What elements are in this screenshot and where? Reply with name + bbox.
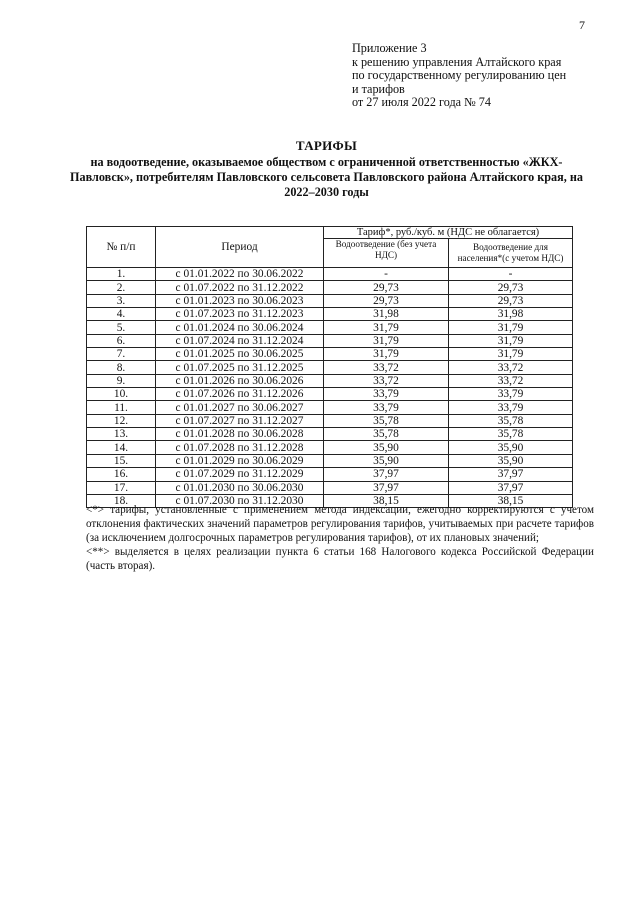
footnotes	[86, 503, 594, 573]
footnote-2: <**> выделяется в целях реализации пункта 6 статьи 168 Налогового кодекса Российской Федерации (часть вторая).	[86, 546, 594, 572]
cell-tariff-population: 35,78	[449, 414, 573, 427]
appendix-header	[352, 42, 566, 110]
cell-num: 16.	[87, 468, 156, 481]
cell-tariff-no-vat: -	[324, 268, 449, 281]
table-row	[87, 414, 573, 427]
cell-tariff-population: 33,79	[449, 388, 573, 401]
table-row	[87, 348, 573, 361]
cell-tariff-population: 35,90	[449, 454, 573, 467]
cell-period: с 01.01.2029 по 30.06.2029	[156, 454, 324, 467]
table-row	[87, 268, 573, 281]
cell-tariff-no-vat: 38,15	[324, 494, 449, 507]
cell-tariff-no-vat: 35,78	[324, 414, 449, 427]
cell-period: с 01.07.2023 по 31.12.2023	[156, 308, 324, 321]
header-num: № п/п	[87, 227, 156, 268]
cell-period: с 01.01.2022 по 30.06.2022	[156, 268, 324, 281]
cell-tariff-no-vat: 31,79	[324, 348, 449, 361]
cell-period: с 01.01.2024 по 30.06.2024	[156, 321, 324, 334]
table-row	[87, 441, 573, 454]
cell-tariff-population: 31,79	[449, 321, 573, 334]
cell-period: с 01.07.2024 по 31.12.2024	[156, 334, 324, 347]
footnote-1: <*> тарифы, установленные с применением метода индексации, ежегодно корректируются с учетом отклонения фактических значений параметров регулирования тарифов, учитываемых при расчете тарифов (за исключением долгосрочных параметров регулирования тарифов), от их плановых значений;	[86, 504, 594, 544]
cell-num: 12.	[87, 414, 156, 427]
cell-num: 4.	[87, 308, 156, 321]
cell-tariff-population: 38,15	[449, 494, 573, 507]
table-row	[87, 374, 573, 387]
cell-tariff-population: 29,73	[449, 294, 573, 307]
appendix-line: и тарифов	[352, 81, 405, 96]
cell-period: с 01.07.2028 по 31.12.2028	[156, 441, 324, 454]
cell-num: 6.	[87, 334, 156, 347]
appendix-line: Приложение 3	[352, 41, 427, 55]
cell-tariff-no-vat: 31,79	[324, 321, 449, 334]
cell-tariff-no-vat: 33,72	[324, 361, 449, 374]
cell-period: с 01.07.2026 по 31.12.2026	[156, 388, 324, 401]
table-row	[87, 334, 573, 347]
cell-num: 7.	[87, 348, 156, 361]
cell-tariff-population: 33,79	[449, 401, 573, 414]
header-col-population: Водоотведение для населения*(с учетом НДС)	[449, 239, 573, 268]
appendix-line: от 27 июля 2022 года № 74	[352, 95, 491, 110]
title-main: ТАРИФЫ	[295, 138, 358, 153]
cell-tariff-population: 31,79	[449, 348, 573, 361]
cell-tariff-population: -	[449, 268, 573, 281]
cell-num: 14.	[87, 441, 156, 454]
cell-tariff-no-vat: 31,98	[324, 308, 449, 321]
page-number: 7	[579, 18, 585, 32]
cell-tariff-population: 35,78	[449, 428, 573, 441]
table-row	[87, 454, 573, 467]
cell-period: с 01.01.2030 по 30.06.2030	[156, 481, 324, 494]
cell-num: 8.	[87, 361, 156, 374]
cell-num: 2.	[87, 281, 156, 294]
cell-num: 10.	[87, 388, 156, 401]
header-period: Период	[156, 227, 324, 268]
cell-num: 13.	[87, 428, 156, 441]
cell-tariff-population: 29,73	[449, 281, 573, 294]
table-row	[87, 361, 573, 374]
cell-period: с 01.07.2029 по 31.12.2029	[156, 468, 324, 481]
appendix-line: по государственному регулированию цен	[352, 68, 567, 83]
cell-period: с 01.01.2028 по 30.06.2028	[156, 428, 324, 441]
table-row	[87, 428, 573, 441]
table-row	[87, 321, 573, 334]
cell-period: с 01.01.2026 по 30.06.2026	[156, 374, 324, 387]
appendix-line: к решению управления Алтайского края	[352, 54, 562, 69]
cell-tariff-no-vat: 33,72	[324, 374, 449, 387]
cell-tariff-no-vat: 29,73	[324, 294, 449, 307]
cell-tariff-population: 37,97	[449, 468, 573, 481]
title-subtitle: на водоотведение, оказываемое обществом с ограниченной ответственностью «ЖКХ-Павловск», потребителям Павловского сельсовета Павловского района Алтайского края, на 2022–2030 годы	[70, 155, 583, 199]
cell-tariff-population: 33,72	[449, 374, 573, 387]
cell-tariff-population: 37,97	[449, 481, 573, 494]
cell-num: 18.	[87, 494, 156, 507]
table-row	[87, 388, 573, 401]
cell-tariff-no-vat: 33,79	[324, 401, 449, 414]
table-row	[87, 468, 573, 481]
table-row	[87, 281, 573, 294]
cell-period: с 01.01.2025 по 30.06.2025	[156, 348, 324, 361]
cell-tariff-population: 31,79	[449, 334, 573, 347]
header-tariff: Тариф*, руб./куб. м (НДС не облагается)	[324, 227, 573, 239]
cell-num: 1.	[87, 268, 156, 281]
cell-tariff-no-vat: 37,97	[324, 468, 449, 481]
cell-period: с 01.07.2027 по 31.12.2027	[156, 414, 324, 427]
cell-tariff-no-vat: 35,90	[324, 441, 449, 454]
table-row	[87, 294, 573, 307]
cell-period: с 01.07.2025 по 31.12.2025	[156, 361, 324, 374]
cell-num: 9.	[87, 374, 156, 387]
cell-num: 11.	[87, 401, 156, 414]
table-row	[87, 401, 573, 414]
cell-num: 3.	[87, 294, 156, 307]
cell-tariff-no-vat: 33,79	[324, 388, 449, 401]
cell-tariff-no-vat: 31,79	[324, 334, 449, 347]
cell-period: с 01.07.2022 по 31.12.2022	[156, 281, 324, 294]
cell-tariff-no-vat: 37,97	[324, 481, 449, 494]
document-title	[60, 138, 593, 200]
cell-tariff-no-vat: 29,73	[324, 281, 449, 294]
cell-num: 15.	[87, 454, 156, 467]
table-row	[87, 481, 573, 494]
cell-tariff-population: 35,90	[449, 441, 573, 454]
header-col-no-vat: Водоотведение (без учета НДС)	[324, 239, 449, 268]
cell-num: 17.	[87, 481, 156, 494]
table-row	[87, 308, 573, 321]
cell-tariff-no-vat: 35,90	[324, 454, 449, 467]
cell-period: с 01.07.2030 по 31.12.2030	[156, 494, 324, 507]
cell-tariff-no-vat: 35,78	[324, 428, 449, 441]
cell-tariff-population: 31,98	[449, 308, 573, 321]
cell-num: 5.	[87, 321, 156, 334]
tariff-table	[86, 226, 573, 508]
cell-period: с 01.01.2027 по 30.06.2027	[156, 401, 324, 414]
cell-period: с 01.01.2023 по 30.06.2023	[156, 294, 324, 307]
cell-tariff-population: 33,72	[449, 361, 573, 374]
